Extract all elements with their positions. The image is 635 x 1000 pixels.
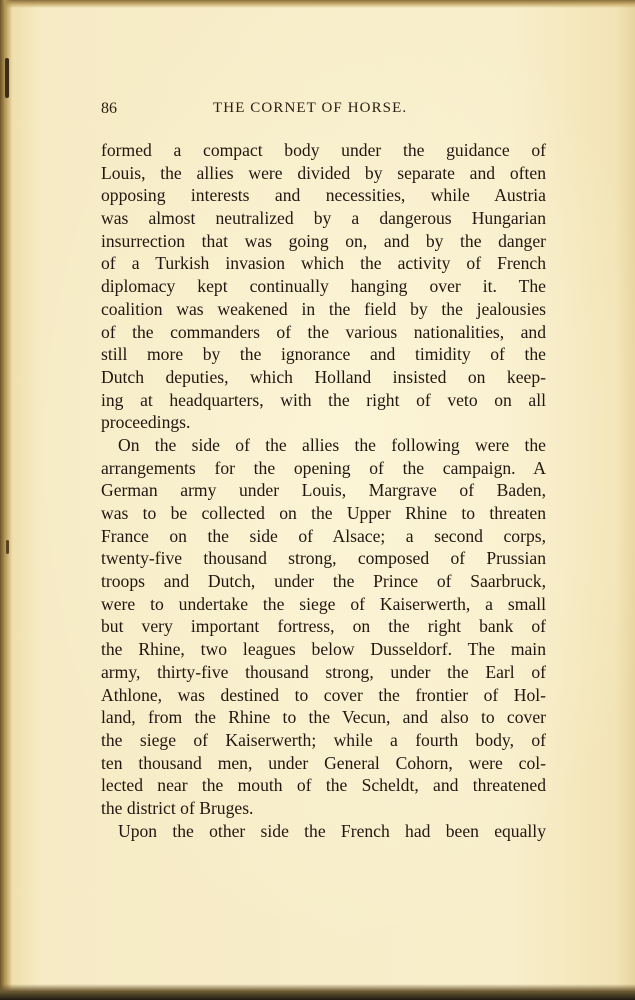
- text-line: were to undertake the siege of Kaiserwerth, a small: [101, 593, 546, 614]
- text-line: troops and Dutch, under the Prince of Saarbruck,: [101, 571, 546, 592]
- text-line: opposing interests and necessities, while Austria: [101, 185, 546, 206]
- text-line: the siege of Kaiserwerth; while a fourth body, of: [101, 729, 546, 750]
- text-line: proceedings.: [101, 412, 191, 433]
- text-line: Dutch deputies, which Holland insisted on keep-: [101, 366, 546, 387]
- text-line: Louis, the allies were divided by separate and often: [101, 162, 546, 183]
- text-line: the district of Bruges.: [101, 797, 254, 818]
- text-line: German army under Louis, Margrave of Baden,: [101, 480, 546, 501]
- text-line: France on the side of Alsace; a second corps,: [101, 525, 546, 546]
- text-line: still more by the ignorance and timidity of the: [101, 344, 546, 365]
- text-line: ten thousand men, under General Cohorn, were col-: [101, 752, 546, 773]
- text-line: but very important fortress, on the right bank of: [101, 616, 546, 637]
- text-line: arrangements for the opening of the campaign. A: [101, 457, 546, 478]
- text-line: Athlone, was destined to cover the frontier of Hol-: [101, 684, 546, 705]
- text-line: formed a compact body under the guidance of: [101, 140, 546, 160]
- body-text: [101, 139, 546, 842]
- text-line: On the side of the allies the following were the: [118, 434, 546, 455]
- page-top-shadow: [0, 0, 635, 8]
- text-line: was to be collected on the Upper Rhine to threaten: [101, 503, 546, 523]
- binding-edge: [0, 0, 12, 1000]
- text-line: land, from the Rhine to the Vecun, and also to cover: [101, 707, 546, 728]
- text-line: the Rhine, two leagues below Dusseldorf. The main: [101, 639, 546, 660]
- text-line: of a Turkish invasion which the activity of French: [101, 253, 546, 274]
- text-line: army, thirty-five thousand strong, under the Earl of: [101, 661, 546, 682]
- text-line: ing at headquarters, with the right of veto on all: [101, 389, 546, 410]
- binding-stain: [5, 58, 9, 98]
- text-line: diplomacy kept continually hanging over it. The: [101, 276, 546, 297]
- text-line: insurrection that was going on, and by the danger: [101, 230, 546, 251]
- page-header: [101, 100, 546, 122]
- page-number: 86: [101, 100, 117, 117]
- text-line: was almost neutralized by a dangerous Hungarian: [101, 208, 546, 229]
- binding-stain-small: [6, 540, 9, 554]
- running-head: THE CORNET OF HORSE.: [213, 100, 408, 116]
- page-bottom-shadow: [0, 984, 635, 1000]
- text-line: coalition was weakened in the field by the jealousies: [101, 298, 546, 319]
- text-line: lected near the mouth of the Scheldt, and threatened: [101, 775, 546, 796]
- text-line: twenty-five thousand strong, composed of Prussian: [101, 548, 546, 569]
- text-line: Upon the other side the French had been equally: [118, 820, 546, 841]
- text-line: of the commanders of the various nationalities, and: [101, 321, 546, 342]
